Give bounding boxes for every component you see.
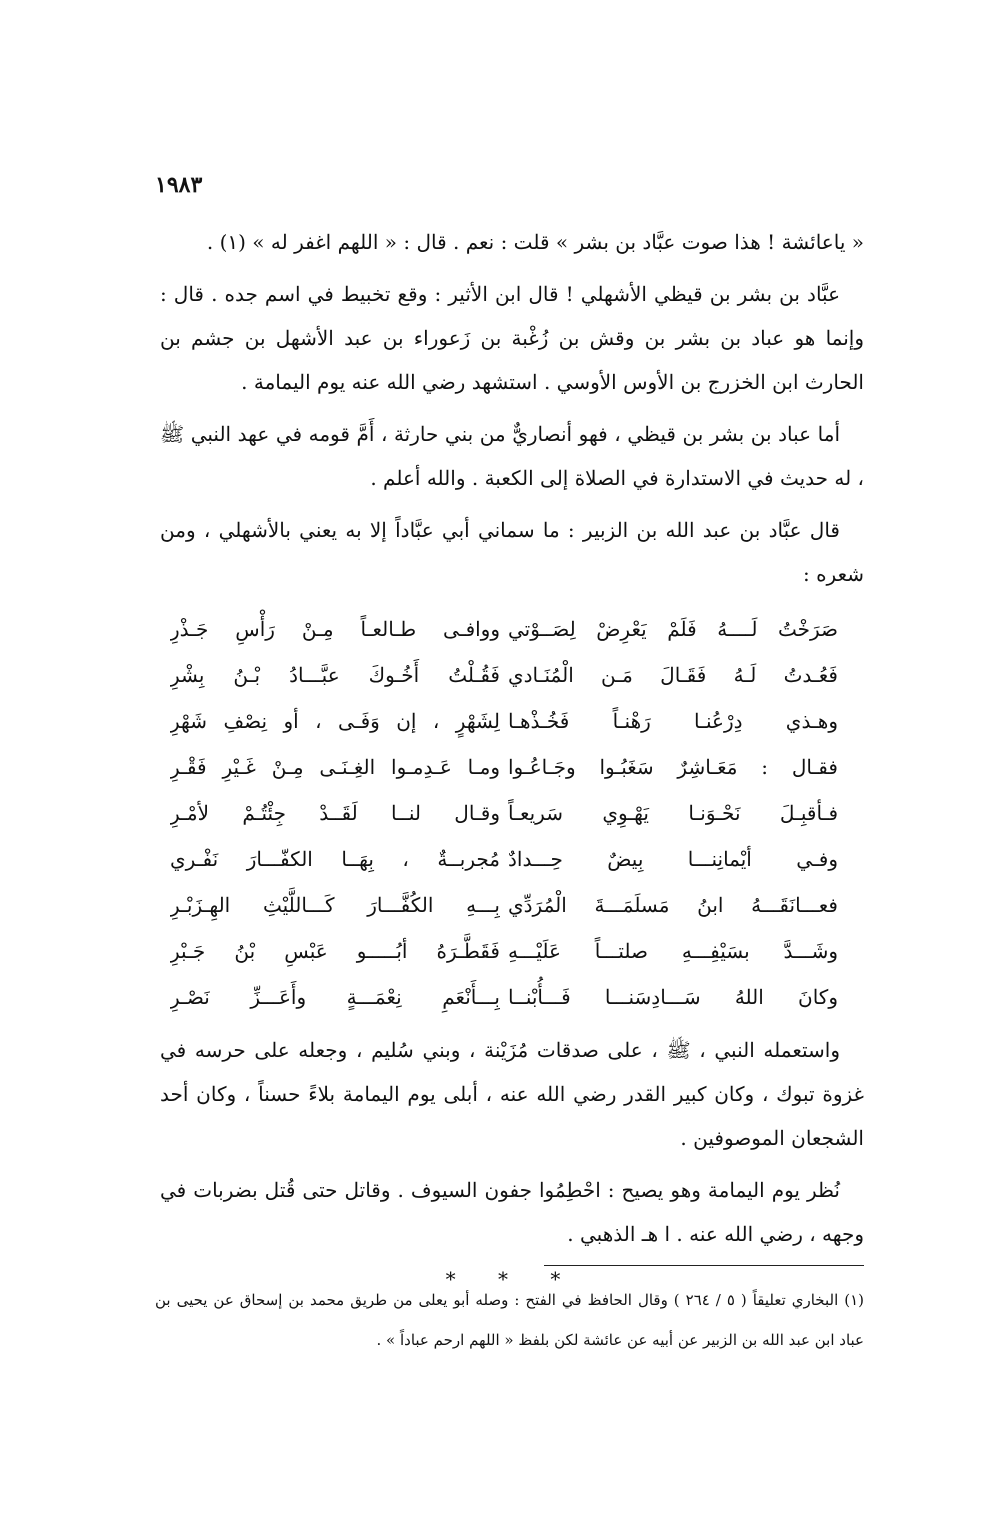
poem-verse bbox=[160, 606, 864, 652]
verse-second-hemistich: وقـال لنــا لَقَــدْ جِئْتُـمْ لأمْـرِ bbox=[170, 801, 500, 825]
paragraph-appointment: واستعمله النبي ، ﷺ ، على صدقات مُزَيْنة ، وبني سُليم ، وجعله على حرسه في غزوة تبوك ، وكان كبير القدر رضي الله عنه ، أبلى يوم اليمامة بلاءً حسناً ، وكان أحد الشجعان الموصوفين . bbox=[160, 1038, 864, 1150]
paragraph-hadith: « ياعائشة ! هذا صوت عبَّاد بن بشر » قلت : نعم . قال : « اللهم اغفر له » (١) . bbox=[206, 230, 864, 254]
verse-first-hemistich: وكانَ اللهُ سَـــادِسَنـــا فَـــأُبْنــا bbox=[508, 985, 838, 1009]
verse-first-hemistich: فَعُـدتُ لَـهُ فَقَـالَ مَـن الْمُنَـادي bbox=[508, 663, 838, 687]
verse-second-hemistich: لِشَهْرٍ ، إن وَفَـى ، أو نِصْفِ شَهْرِ bbox=[170, 709, 500, 733]
verse-first-hemistich: صَرَخْتُ لَــــهُ فَلَمْ يَعْرِضْ لِصَــوْتي bbox=[508, 617, 838, 641]
verse-second-hemistich: مُجربــةٌ ، بِهَــا الكفّـــارَ نَفْـري bbox=[170, 847, 500, 871]
footnote bbox=[155, 1280, 864, 1360]
footnotes bbox=[155, 1280, 864, 1360]
paragraph-biography: عبَّاد بن بشر بن قيظي الأشهلي ! قال ابن الأثير : وقع تخبيط في اسم جده . قال : وإنما هو عباد بن بشر بن وقش بن زُغْبة بن زَعوراء بن عبد الأشهل بن جشم بن الحارث ابن الخزرج بن الأوس الأوسي . استشهد رضي الله عنه يوم اليمامة . bbox=[160, 282, 864, 394]
poem-verse bbox=[160, 882, 864, 928]
verse-second-hemistich: بِـــأَنْعَمِ نِعْمَـــةٍ وأَعَـــزِّ نَصْـرِ bbox=[170, 985, 500, 1009]
poem-verse bbox=[160, 744, 864, 790]
verse-first-hemistich: فقـال : مَعَـاشِرٌ سَغَبُـوا وجَـاعُـوا bbox=[508, 755, 838, 779]
main-text bbox=[160, 220, 864, 1294]
verse-second-hemistich: فَقَطَّـرَهُ أبُـــــو عَبْسِ بْنُ جَـبْرِ bbox=[170, 939, 500, 963]
poem-verse bbox=[160, 974, 864, 1020]
verse-second-hemistich: بِـــهِ الكُفَّـــارَ كَـــاللَّيْثِ الهِـزَبْـرِ bbox=[170, 893, 500, 917]
poem-verse bbox=[160, 928, 864, 974]
poem-verse bbox=[160, 836, 864, 882]
verse-second-hemistich: ووافـى طـالعـاً مِـنْ رَأْسِ جَـذْرِ bbox=[170, 617, 500, 641]
poem-verse bbox=[160, 790, 864, 836]
poem bbox=[160, 606, 864, 1020]
paragraph-death: نُظر يوم اليمامة وهو يصيح : احْطِمُوا جفون السيوف . وقاتل حتى قُتل بضربات في وجهه ، رضي الله عنه . ا هـ الذهبي . bbox=[160, 1178, 864, 1246]
section-separator: * * * bbox=[445, 1267, 579, 1291]
paragraph-poem-intro: قال عبَّاد بن عبد الله بن الزبير : ما سماني أبي عبَّاداً إلا به يعني بالأشهلي ، ومن شعره : bbox=[160, 518, 864, 586]
paragraph-qaizi: أما عباد بن بشر بن قيظي ، فهو أنصاريٌّ من بني حارثة ، أَمَّ قومه في عهد النبي ﷺ ، له حديث في الاستدارة في الصلاة إلى الكعبة . والله أعلم . bbox=[160, 422, 864, 490]
verse-first-hemistich: وفـي أيْمانِنـــا بِيضٌ حِـــدادٌ bbox=[508, 847, 838, 871]
verse-first-hemistich: فـأقبِـلَ نَحْـوَنـا يَهْـوِي سَريعـاً bbox=[508, 801, 838, 825]
verse-first-hemistich: وشَـــدَّ بسَيْفِـــهِ صلتـــاً عَلَيْـــهِ bbox=[508, 939, 838, 963]
page-number: ١٩٨٣ bbox=[155, 172, 203, 198]
verse-second-hemistich: ومـا عَـدِمـوا الغِـنَـى مِـنْ غَـيْرِ فَقْـرِ bbox=[170, 755, 500, 779]
verse-first-hemistich: فعـــانَقَـــهُ ابنُ مَسلَمَـــةَ الْمُرَدِّي bbox=[508, 893, 838, 917]
verse-second-hemistich: فَقُـلْتُ أَخُـوكَ عبَّـــادُ بْـنُ بِشْرِ bbox=[170, 663, 500, 687]
poem-verse bbox=[160, 652, 864, 698]
poem-verse bbox=[160, 698, 864, 744]
footnote-text: (١) البخاري تعليقاً ( ٥ / ٢٦٤ ) وقال الحافظ في الفتح : وصله أبو يعلى من طريق محمد بن إسحاق عن يحيى بن عباد ابن عبد الله بن الزبير عن أبيه عن عائشة لكن بلفظ « اللهم ارحم عباداً » . bbox=[155, 1291, 865, 1349]
verse-first-hemistich: وهـذي دِرْعُنـا رَهْنـاً فَخُـذْهـا bbox=[508, 709, 838, 733]
footnote-divider bbox=[544, 1265, 864, 1266]
